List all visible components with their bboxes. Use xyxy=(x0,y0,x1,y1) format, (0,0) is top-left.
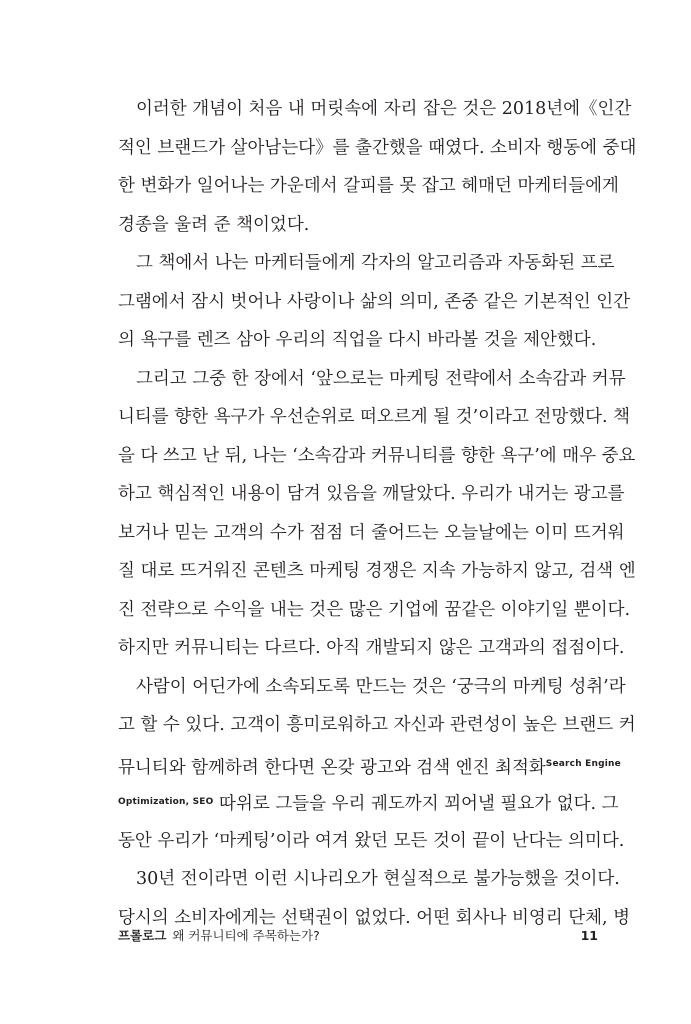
text-line: 사람이 어딘가에 소속되도록 만드는 것은 ‘궁극의 마케팅 성취’라 xyxy=(136,676,626,697)
text-line: 고 할 수 있다. 고객이 흥미로워하고 자신과 관련성이 높은 브랜드 커 xyxy=(118,715,636,735)
text-line: 30년 전이라면 이런 시나리오가 현실적으로 불가능했을 것이다. xyxy=(136,869,620,889)
text-line: 경종을 울려 준 책이었다. xyxy=(118,214,310,235)
paragraph-2 xyxy=(118,244,631,360)
text-line: 의 욕구를 렌즈 삼아 우리의 직업을 다시 바라볼 것을 제안했다. xyxy=(118,330,597,350)
text-line: 보거나 믿는 고객의 수가 점점 더 줄어드는 오늘날에는 이미 뜨거워 xyxy=(118,522,625,543)
text-line: 그램에서 잠시 벗어나 사랑이나 삶의 의미, 존중 같은 기본적인 인간 xyxy=(118,291,631,312)
text-line: 적인 브랜드가 살아남는다》를 출간했을 때였다. 소비자 행동에 중대 xyxy=(118,137,637,158)
text-line: 하고 핵심적인 내용이 담겨 있음을 깨달았다. 우리가 내거는 광고를 xyxy=(118,484,625,504)
text-line: 하지만 커뮤니티는 다르다. 아직 개발되지 않은 고객과의 접점이다. xyxy=(118,638,625,658)
text-line-with-gloss xyxy=(118,745,621,784)
text-line-with-gloss xyxy=(118,783,619,822)
text-line: 그리고 그중 한 장에서 ‘앞으로는 마케팅 전략에서 소속감과 커뮤 xyxy=(136,368,626,389)
text-line: 이러한 개념이 처음 내 머릿속에 자리 잡은 것은 2018년에《인간 xyxy=(136,99,632,119)
paragraph-1 xyxy=(118,90,637,244)
text-line: 니티를 향한 욕구가 우선순위로 떠오르게 될 것’이라고 전망했다. 책 xyxy=(118,407,631,427)
english-gloss: Search Engine xyxy=(545,758,621,769)
text-line: 동안 우리가 ‘마케팅’이라 여겨 왔던 모든 것이 끝이 난다는 의미다. xyxy=(118,830,625,851)
paragraph-3 xyxy=(118,360,636,668)
text-segment: 따위로 그들을 우리 궤도까지 꾀어낼 필요가 없다. 그 xyxy=(219,794,619,814)
text-line: 을 다 쓰고 난 뒤, 나는 ‘소속감과 커뮤니티를 향한 욕구’에 매우 중요 xyxy=(118,445,636,466)
text-line: 당시의 소비자에게는 선택권이 없었다. 어떤 회사나 비영리 단체, 병 xyxy=(118,907,631,928)
page-footer xyxy=(118,926,598,944)
english-gloss: Optimization, SEO xyxy=(118,797,214,807)
body-text xyxy=(118,90,637,937)
paragraph-4 xyxy=(118,668,636,861)
chapter-label: 프롤로그 xyxy=(118,928,167,943)
chapter-title: 왜 커뮤니티에 주목하는가? xyxy=(172,928,320,943)
text-segment: 뮤니티와 함께하려 한다면 온갖 광고와 검색 엔진 최적화 xyxy=(118,757,546,778)
text-line: 한 변화가 일어나는 가운데서 갈피를 못 잡고 헤매던 마케터들에게 xyxy=(118,176,619,196)
text-line: 질 대로 뜨거워진 콘텐츠 마케팅 경쟁은 지속 가능하지 않고, 검색 엔 xyxy=(118,561,636,581)
page-number: 11 xyxy=(580,928,598,943)
running-header xyxy=(118,926,320,944)
text-line: 그 책에서 나는 마케터들에게 각자의 알고리즘과 자동화된 프로 xyxy=(136,253,615,273)
text-line: 진 전략으로 수익을 내는 것은 많은 기업에 꿈같은 이야기일 뿐이다. xyxy=(118,599,631,620)
